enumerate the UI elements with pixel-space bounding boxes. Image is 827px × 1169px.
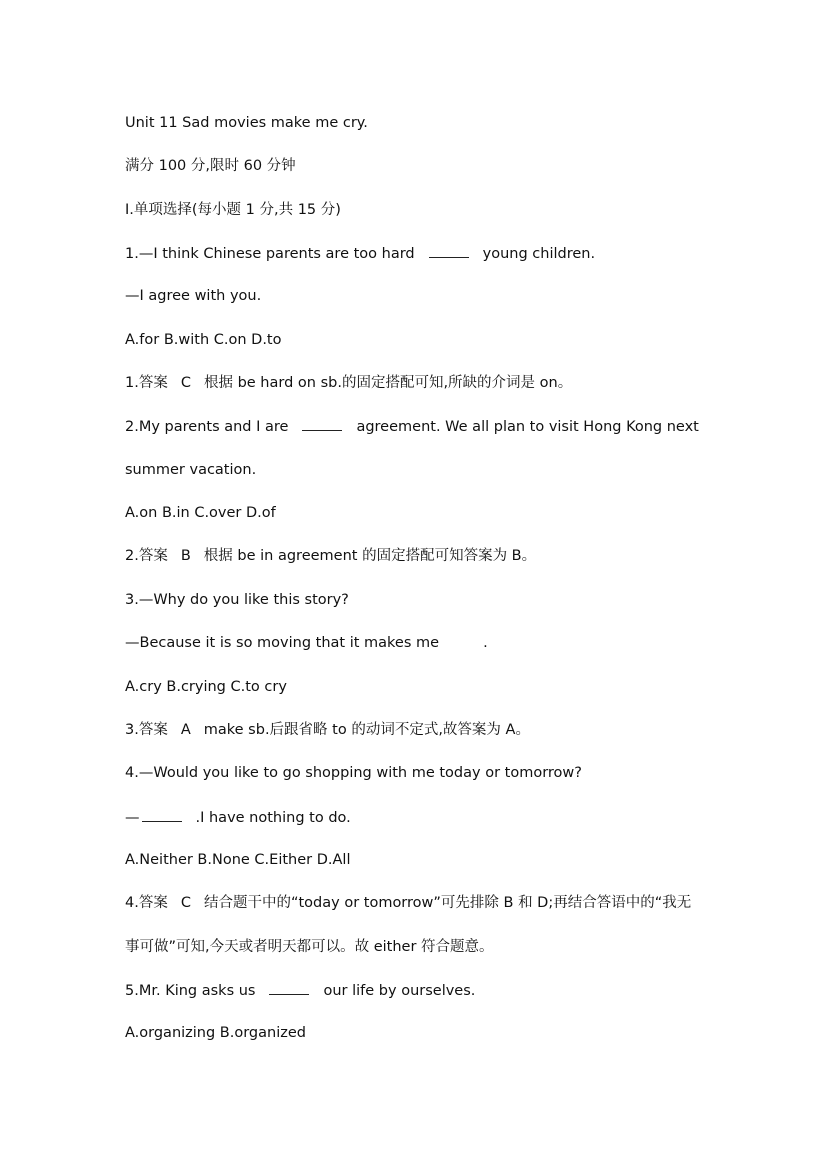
question-1-reply: —I agree with you. (125, 288, 262, 304)
question-4-reply (125, 807, 351, 828)
section-heading: Ⅰ.单项选择(每小题 1 分,共 15 分) (125, 202, 341, 218)
question-2-stem-continued: summer vacation. (125, 462, 257, 478)
question-1-stem-part-a: 1.—I think Chinese parents are too hard (125, 246, 415, 262)
answer-explanation: 结合题干中的“today or tomorrow”可先排除 B 和 D;再结合答语中的“我无 (203, 895, 692, 911)
question-2-answer (125, 546, 536, 566)
question-3-options: A.cry B.crying C.to cry (125, 679, 287, 695)
question-1-answer (125, 373, 572, 393)
answer-key: C (180, 895, 191, 911)
answer-explanation: 根据 be hard on sb.的固定搭配可知,所缺的介词是 on。 (203, 375, 573, 391)
answer-label: 2.答案 (125, 548, 168, 564)
question-4-answer (125, 893, 691, 913)
answer-label: 4.答案 (125, 895, 168, 911)
question-5-stem-part-b: our life by ourselves. (323, 983, 476, 999)
question-5-stem (125, 980, 475, 1001)
question-3-stem: 3.—Why do you like this story? (125, 592, 349, 608)
answer-label: 1.答案 (125, 375, 168, 391)
question-3-reply-text: —Because it is so moving that it makes me (125, 635, 440, 651)
question-3-reply-end: . (483, 635, 488, 651)
answer-blank (142, 807, 182, 822)
question-4-answer-continued: 事可做”可知,今天或者明天都可以。故 either 符合题意。 (125, 939, 494, 955)
question-3-answer (125, 720, 530, 740)
answer-blank (269, 980, 309, 995)
question-2-stem-part-a: 2.My parents and I are (125, 419, 289, 435)
question-5-options: A.organizing B.organized (125, 1025, 306, 1041)
question-2-stem-part-b: agreement. We all plan to visit Hong Kong next (356, 419, 699, 435)
score-time-info: 满分 100 分,限时 60 分钟 (125, 158, 296, 174)
answer-blank (429, 243, 469, 258)
question-5-stem-part-a: 5.Mr. King asks us (125, 983, 256, 999)
question-4-reply-text: .I have nothing to do. (195, 810, 351, 826)
answer-key: A (180, 722, 191, 738)
answer-key: B (180, 548, 191, 564)
answer-label: 3.答案 (125, 722, 168, 738)
question-1-stem-part-b: young children. (482, 246, 596, 262)
question-2-stem (125, 416, 699, 437)
question-4-options: A.Neither B.None C.Either D.All (125, 852, 351, 868)
question-1-stem (125, 243, 595, 264)
question-2-options: A.on B.in C.over D.of (125, 505, 276, 521)
question-4-stem: 4.—Would you like to go shopping with me today or tomorrow? (125, 765, 582, 781)
answer-explanation: 根据 be in agreement 的固定搭配可知答案为 B。 (203, 548, 537, 564)
question-1-options: A.for B.with C.on D.to (125, 332, 282, 348)
answer-explanation: make sb.后跟省略 to 的动词不定式,故答案为 A。 (203, 722, 530, 738)
question-4-reply-dash: — (125, 810, 140, 826)
answer-blank (302, 416, 342, 431)
unit-title: Unit 11 Sad movies make me cry. (125, 115, 368, 131)
question-3-reply (125, 633, 488, 653)
answer-key: C (180, 375, 191, 391)
